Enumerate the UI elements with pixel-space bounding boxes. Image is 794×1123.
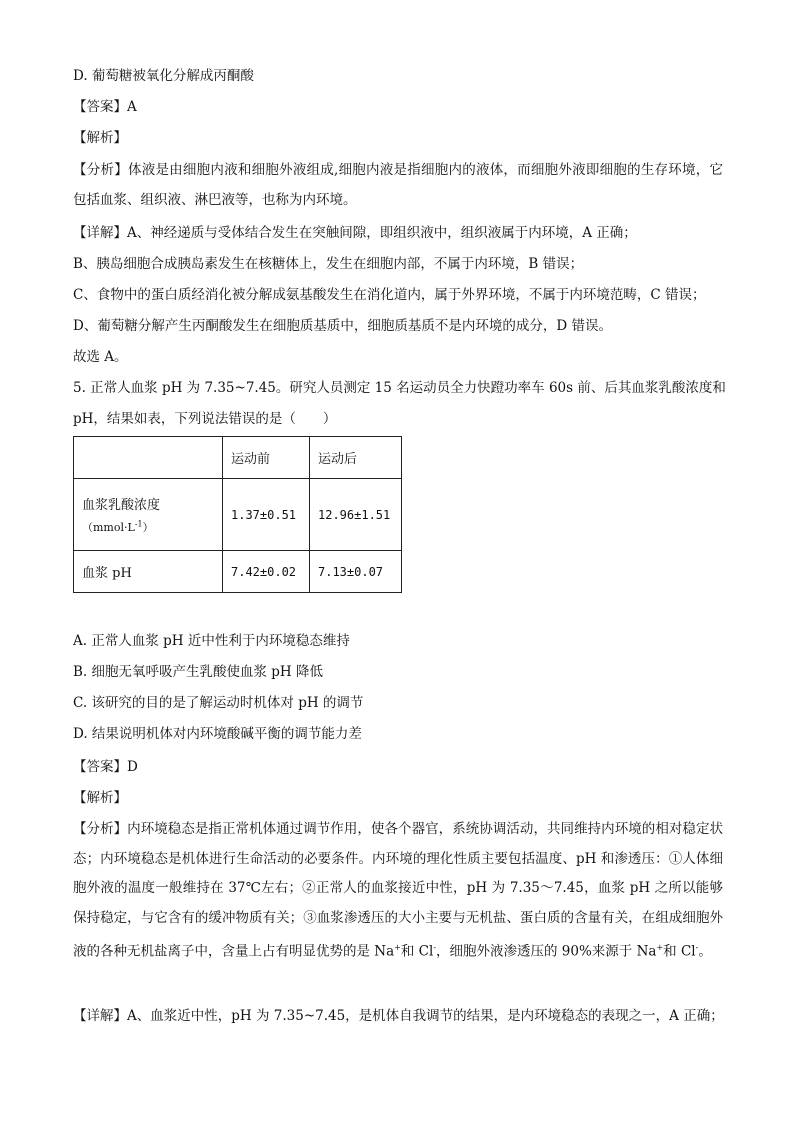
unit-superscript: -1 [134,519,143,529]
table-header-row [74,437,402,479]
fenxi-text-d: 和 Cl [663,943,696,960]
lactate-after-value: 12.96±1.51 [310,479,402,551]
q5-fenxi-paragraph [73,815,723,967]
lactate-label: 血浆乳酸浓度 [82,498,161,513]
table-corner-cell [74,437,223,479]
lactate-before-value: 1.37±0.51 [223,479,310,551]
q5-option-b: B. 细胞无氧呼吸产生乳酸使血浆 pH 降低 [73,664,324,680]
answer-value: D [127,759,138,775]
q5-detail-a [73,1006,724,1026]
answer-label: 【答案】 [73,99,127,115]
lactate-unit [82,519,214,535]
q4-detail-a [73,223,637,243]
q4-option-d: D. 葡萄糖被氧化分解成丙酮酸 [73,68,254,84]
xiangjie-label: 【详解】 [73,1008,127,1024]
fenxi-text: 体液是由细胞内液和细胞外液组成,细胞内液是指细胞内的液体，而细胞外液即细胞的生存环境，它包括血浆、组织液、淋巴液等，也称为内环境。 [73,162,724,208]
q5-option-d: D. 结果说明机体对内环境酸碱平衡的调节能力差 [73,726,362,742]
q4-answer [73,97,137,117]
detail-a-text: A、神经递质与受体结合发生在突触间隙，即组织液中，组织液属于内环境，A 正确； [127,225,637,241]
sodium-charge: + [394,943,401,952]
q4-fenxi-paragraph [73,156,723,215]
fenxi-label: 【分析】 [73,821,128,837]
q4-detail-b: B、胰岛细胞合成胰岛素发生在核糖体上，发生在细胞内部，不属于内环境，B 错误； [73,256,584,272]
q5-answer [73,757,138,777]
detail-a-text: A、血浆近中性，pH 为 7.35~7.45，是机体自我调节的结果，是内环境稳态的表现之一，A 正确； [127,1008,724,1024]
xiangjie-label: 【详解】 [73,225,127,241]
fenxi-text-e: 。 [698,943,712,960]
fenxi-text-a: 内环境稳态是指正常机体通过调节作用，使各个器官，系统协调活动，共同维持内环境的相对稳定状态；内环境稳态是机体进行生命活动的必要条件。内环境的理化性质主要包括温度、pH 和渗透压：①人体细胞外液的温度一般维持在 37℃左右；②正常人的血浆接近中性，pH 为 7.35～7.45，血浆 pH 之所以能够保持稳定，与它含有的缓冲物质有关；③血浆渗透压的大小主要与无机盐、蛋白质的含量有关，在组成细胞外液的各种无机盐离子中，含量上占有明显优势的是 Na [73,821,724,960]
chloride-charge: - [695,943,699,952]
table-row-label [74,479,223,551]
unit-text: （mmol·L [82,521,135,534]
fenxi-text-c: ，细胞外液渗透压的 90%来源于 Na [436,943,657,960]
q5-option-a: A. 正常人血浆 pH 近中性利于内环境稳态维持 [73,633,350,649]
q5-data-table [73,436,402,593]
table-header-after: 运动后 [310,437,402,479]
q4-conclusion: 故选 A。 [73,349,128,365]
q4-detail-d: D、葡萄糖分解产生丙酮酸发生在细胞质基质中，细胞质基质不是内环境的成分，D 错误。 [73,318,612,334]
q5-stem-line1: 5. 正常人血浆 pH 为 7.35~7.45。研究人员测定 15 名运动员全力快蹬功率车 60s 前、后其血浆乳酸浓度和 [73,380,726,396]
q5-analysis-label: 【解析】 [73,790,127,806]
answer-label: 【答案】 [73,759,127,775]
unit-close: ） [142,521,154,534]
q5-stem-line2: pH，结果如表，下列说法错误的是（ ） [73,411,337,427]
ph-after-value: 7.13±0.07 [310,551,402,593]
answer-value: A [127,99,137,115]
q4-detail-c: C、食物中的蛋白质经消化被分解成氨基酸发生在消化道内，属于外界环境，不属于内环境范畴，C 错误； [73,287,706,303]
fenxi-text-b: 和 Cl [400,943,434,960]
table-row [74,479,402,551]
ph-label: 血浆 pH [74,551,223,593]
ph-before-value: 7.42±0.02 [223,551,310,593]
q4-analysis-label: 【解析】 [73,130,127,146]
table-header-before: 运动前 [223,437,310,479]
sodium-charge: + [656,943,664,952]
fenxi-label: 【分析】 [73,162,128,178]
table-row [74,551,402,593]
q5-option-c: C. 该研究的目的是了解运动时机体对 pH 的调节 [73,695,364,711]
chloride-charge: - [433,943,437,952]
